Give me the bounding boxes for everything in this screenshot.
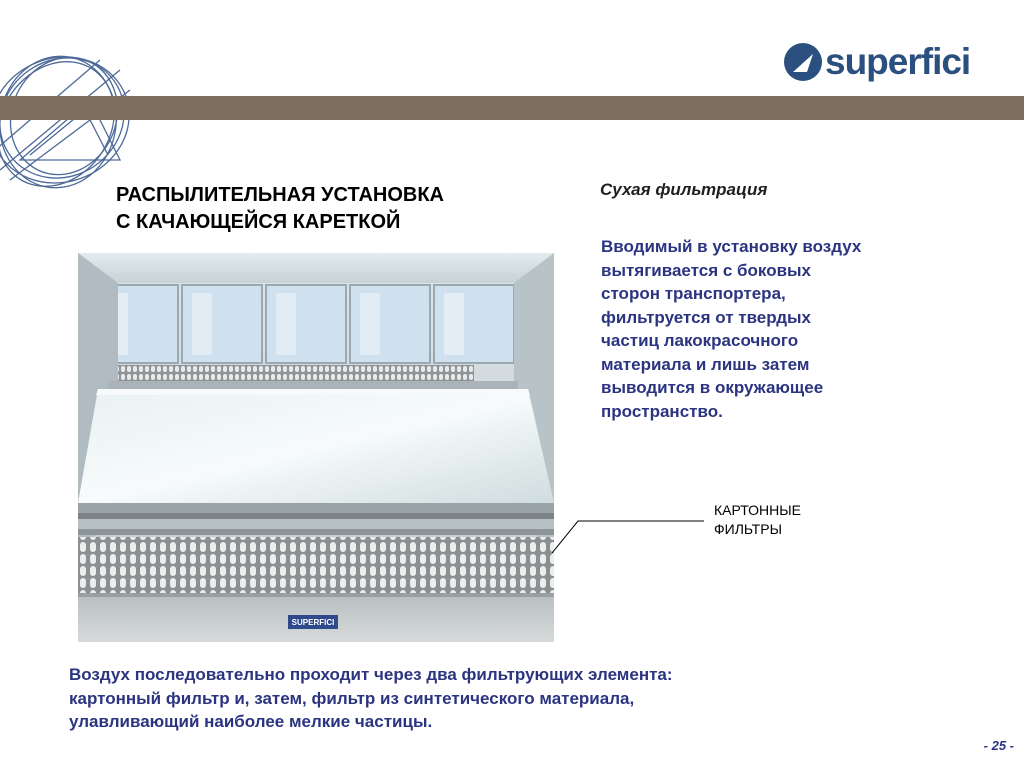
description-line: фильтруется от твердых (601, 307, 811, 327)
callout-line-2: ФИЛЬТРЫ (714, 521, 782, 537)
description-line: пространство. (601, 401, 723, 421)
description-text (601, 235, 981, 423)
description-line: материала и лишь затем (601, 354, 810, 374)
page-number: - 25 - (983, 738, 1014, 753)
header-bar (0, 96, 1024, 120)
callout-leader-line (552, 515, 712, 555)
spray-booth-photo (78, 253, 554, 642)
description-line: сторон транспортера, (601, 284, 786, 303)
description-line: выводится в окружающее (601, 378, 824, 397)
machine-nameplate: SUPERFICI (291, 618, 335, 627)
description-line: Вводимый в установку воздух (601, 237, 862, 256)
summary-line: картонный фильтр и, затем, фильтр из синтетического материала, (69, 688, 635, 708)
slide-title-line-1: РАСПЫЛИТЕЛЬНАЯ УСТАНОВКА (116, 184, 444, 206)
callout-line-1: КАРТОННЫЕ (714, 502, 801, 518)
section-subhead: Сухая фильтрация (600, 180, 768, 199)
summary-line: Воздух последовательно проходит через два фильтрующих элемента: (69, 665, 673, 684)
summary-line: улавливающий наиболее мелкие частицы. (69, 712, 433, 731)
description-line: вытягивается с боковых (601, 260, 812, 280)
description-line: частиц лакокрасочного (601, 331, 799, 350)
callout-label (714, 501, 854, 539)
brand-logo (783, 40, 970, 84)
brand-mark-icon (783, 42, 823, 82)
summary-text (69, 663, 969, 734)
brand-name: superfici (825, 41, 971, 82)
slide-title-line-2: С КАЧАЮЩЕЙСЯ КАРЕТКОЙ (116, 211, 401, 233)
slide-title (116, 182, 556, 236)
spray-booth-illustration (78, 253, 554, 642)
